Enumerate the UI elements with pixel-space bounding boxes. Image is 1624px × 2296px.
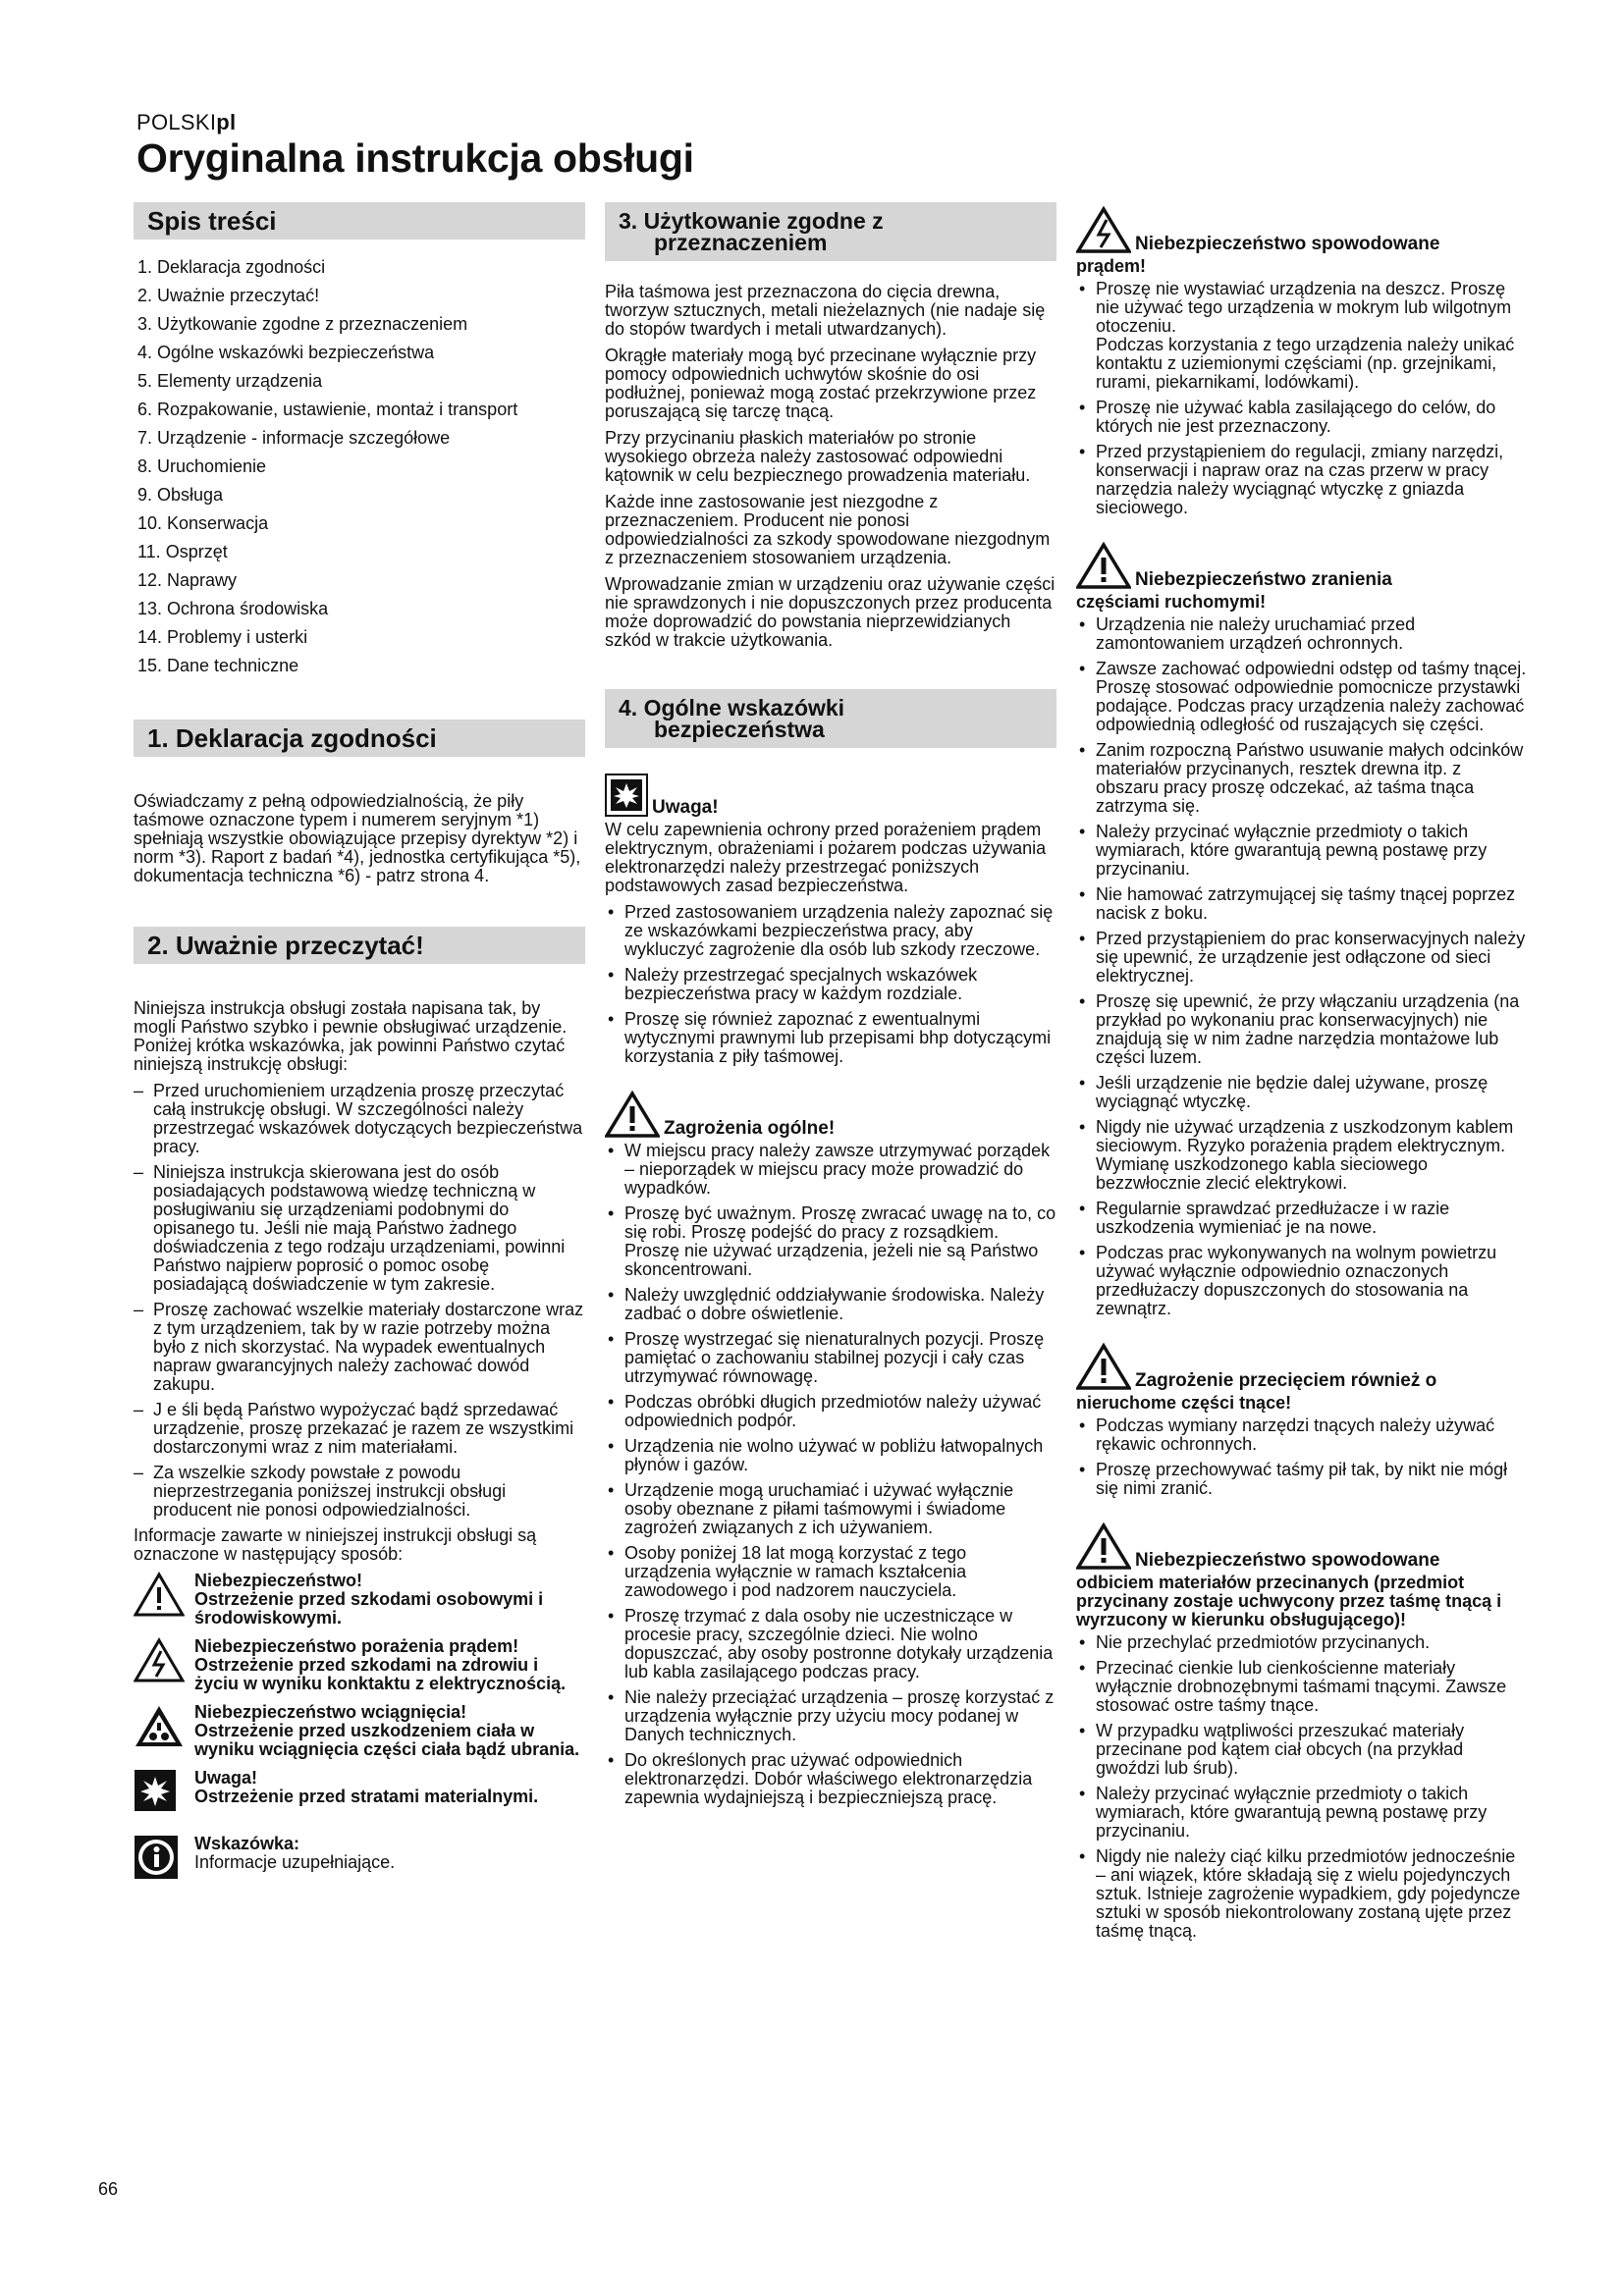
list-item: • Nie przechylać przedmiotów przycinanych.: [1076, 1633, 1528, 1652]
list-item: • Należy uwzględnić oddziaływanie środowiska. Należy zadbać o dobre oświetlenie.: [605, 1286, 1056, 1323]
toc-item[interactable]: 1. Deklaracja zgodności: [137, 257, 326, 277]
kickback-hazard-heading: Niebezpieczeństwo spowodowane: [1076, 1522, 1528, 1570]
cut-hazard-heading: Zagrożenie przecięciem również o: [1076, 1343, 1528, 1390]
list-item: • Urządzenia nie wolno używać w pobliżu łatwopalnych płynów i gazów.: [605, 1437, 1056, 1474]
list-item: • Nie należy przeciążać urządzenia – proszę korzystać z urządzenia wyłącznie przy użyciu mocy podanej w Danych technicznych.: [605, 1688, 1056, 1744]
section-4-heading: 4. Ogólne wskazówki bezpieczeństwa: [605, 689, 1056, 748]
list-item: • Zanim rozpoczną Państwo usuwanie małych odcinków materiałów przycinanych, resztek drewna itp. z obszaru pracy proszę odczekać, aż taśma tnąca zatrzyma się.: [1076, 741, 1528, 816]
section-3-heading: 3. Użytkowanie zgodne z przeznaczeniem: [605, 202, 1056, 261]
general-hazards-heading: Zagrożenia ogólne!: [605, 1091, 1056, 1138]
list-item: • Podczas prac wykonywanych na wolnym powietrzu używać wyłącznie odpowiednio oznaczonych przedłużaczy dopuszczonych do stosowania na zewnątrz.: [1076, 1244, 1528, 1318]
section-3-para: Okrągłe materiały mogą być przecinane wyłącznie przy pomocy odpowiednich uchwytów skośnie do osi podłużnej, ponieważ mogą zostać przekrzywione przez poruszającą się tarczę tnącą.: [605, 346, 1037, 421]
toc-item[interactable]: 6. Rozpakowanie, ustawienie, montaż i transport: [137, 400, 518, 419]
section-1-heading: 1. Deklaracja zgodności: [134, 720, 585, 757]
caution-burst-icon: [605, 774, 648, 817]
symbol-title: Uwaga!: [194, 1768, 258, 1788]
kickback-hazard-heading-cont: odbiciem materiałów przecinanych (przedmiot przycinany zostaje uchwycony przez taśmę tnącą i wyrzucony w kierunku obsługującego)!: [1076, 1573, 1502, 1629]
section-2-heading: 2. Uważnie przeczytać!: [134, 927, 585, 964]
cut-hazard-heading-cont: nieruchome części tnące!: [1076, 1393, 1292, 1413]
moving-parts-heading: Niebezpieczeństwo zranienia: [1076, 542, 1528, 589]
list-item: • Regularnie sprawdzać przedłużacze i w razie uszkodzenia wymieniać je na nowe.: [1076, 1200, 1528, 1237]
toc-item[interactable]: 10. Konserwacja: [137, 513, 269, 533]
list-item: • Proszę nie wystawiać urządzenia na deszcz. Proszę nie używać tego urządzenia w mokrym lub wilgotnym otoczeniu. Podczas korzystania z tego urządzenia należy unikać kontaktu z uziemionymi częściami (np. grzejnikami, rurami, piekarnikami, lodówkami).: [1076, 280, 1528, 392]
toc-item[interactable]: 12. Naprawy: [137, 570, 238, 590]
page-number: 66: [98, 2179, 119, 2199]
electric-hazard-icon: [1076, 206, 1131, 253]
list-item: • Jeśli urządzenie nie będzie dalej używane, proszę wyciągnąć wtyczkę.: [1076, 1074, 1528, 1111]
list-item: – Przed uruchomieniem urządzenia proszę przeczytać całą instrukcję obsługi. W szczególności należy przestrzegać wskazówek dotyczących bezpieczeństwa pracy.: [134, 1082, 585, 1156]
electric-hazard-heading: Niebezpieczeństwo spowodowane: [1076, 206, 1528, 253]
list-item: • Zawsze zachować odpowiedni odstęp od taśmy tnącej. Proszę stosować odpowiednie pomocnicze przystawki podające. Podczas pracy urządzenia należy zachować odpowiednią odległość od ruszających się części.: [1076, 660, 1528, 734]
section-2-outro: Informacje zawarte w niniejszej instrukcji obsługi są oznaczone w następujący sposób:: [134, 1525, 537, 1564]
list-item: • Proszę przechowywać taśmy pił tak, by nikt nie mógł się nimi zranić.: [1076, 1461, 1528, 1498]
section-2-list: [134, 1082, 585, 1520]
symbol-title: Wskazówka:: [194, 1834, 300, 1853]
list-item: • Osoby poniżej 18 lat mogą korzystać z tego urządzenia wyłącznie w ramach kształcenia zawodowego i pod nadzorem nauczyciela.: [605, 1544, 1056, 1600]
section-3-para: Wprowadzanie zmian w urządzeniu oraz używanie części nie sprawdzonych i nie dopuszczonych przez producenta może doprowadzić do powstania nieprzewidzianych szkód w trakcie użytkowania.: [605, 574, 1056, 650]
toc-item[interactable]: 4. Ogólne wskazówki bezpieczeństwa: [137, 343, 435, 362]
list-item: • Do określonych prac używać odpowiednich elektronarzędzi. Dobór właściwego elektronarzędzia zapewnia wydajniejszą i bezpieczniejszą pracę.: [605, 1751, 1056, 1807]
list-item: – Za wszelkie szkody powstałe z powodu nieprzestrzegania poniższej instrukcji obsługi producent nie ponosi odpowiedzialności.: [134, 1464, 585, 1520]
list-item: • Przed przystąpieniem do prac konserwacyjnych należy się upewnić, że urządzenie jest odłączone od sieci elektrycznej.: [1076, 930, 1528, 986]
warning-triangle-icon: [1076, 1343, 1131, 1390]
list-item: • Podczas wymiany narzędzi tnących należy używać rękawic ochronnych.: [1076, 1416, 1528, 1454]
symbol-desc: Informacje uzupełniające.: [194, 1852, 396, 1872]
electric-hazard-heading-cont: prądem!: [1076, 256, 1147, 276]
list-item: • Nigdy nie używać urządzenia z uszkodzonym kablem sieciowym. Ryzyko porażenia prądem elektrycznym. Wymianę uszkodzonego kabla sieciowego bezzwłocznie zlecić elektrykowi.: [1076, 1118, 1528, 1193]
toc-heading: Spis treści: [134, 202, 585, 240]
list-item: • Proszę trzymać z dala osoby nie uczestniczące w procesie pracy, szczególnie dzieci. Nie wolno dopuszczać, aby osoby postronne dotykały urządzenia lub kabla zasilającego podczas pracy.: [605, 1607, 1056, 1682]
list-item: • Przed zastosowaniem urządzenia należy zapoznać się ze wskazówkami bezpieczeństwa pracy, aby wykluczyć zagrożenie dla osób lub szkody rzeczowe.: [605, 903, 1056, 959]
list-item: • W miejscu pracy należy zawsze utrzymywać porządek – nieporządek w miejscu pracy może prowadzić do wypadków.: [605, 1142, 1056, 1198]
list-item: • Podczas obróbki długich przedmiotów należy używać odpowiednich podpór.: [605, 1393, 1056, 1430]
toc-item[interactable]: 9. Obsługa: [137, 485, 224, 505]
cut-hazard-list: [1076, 1416, 1528, 1498]
list-item: – Proszę zachować wszelkie materiały dostarczone wraz z tym urządzeniem, tak by w razie potrzeby można było z nich skorzystać. Na wypadek ewentualnych napraw gwarancyjnych należy zachować dowód zakupu.: [134, 1301, 585, 1394]
list-item: • Nie hamować zatrzymującej się taśmy tnącej poprzez nacisk z boku.: [1076, 885, 1528, 923]
moving-parts-heading-cont: częściami ruchomymi!: [1076, 592, 1267, 612]
electric-hazard-list: [1076, 280, 1528, 517]
warning-triangle-icon: [1076, 542, 1131, 589]
list-item: • Proszę wystrzegać się nienaturalnych pozycji. Proszę pamiętać o zachowaniu stabilnej pozycji i cały czas utrzymywać równowagę.: [605, 1330, 1056, 1386]
column-1: [134, 202, 585, 1895]
list-item: • Urządzenie mogą uruchamiać i używać wyłącznie osoby obeznane z piłami taśmowymi i świadome zagrożeń związanych z ich używaniem.: [605, 1481, 1056, 1537]
column-2: [605, 202, 1056, 1814]
caution-list: [605, 903, 1056, 1066]
list-item-extra: Podczas korzystania z tego urządzenia należy unikać kontaktu z uziemionymi częściami (np. grzejnikami, rurami, piekarnikami, lodówkami).: [1096, 335, 1515, 392]
list-item: • Przed przystąpieniem do regulacji, zmiany narzędzi, konserwacji i napraw oraz na czas przerw w pracy narzędzia należy wyciągnąć wtyczkę z gniazda sieciowego.: [1076, 443, 1528, 517]
list-item: • Proszę się również zapoznać z ewentualnymi wytycznymi prawnymi lub przepisami bhp dotyczącymi korzystania z piły taśmowej.: [605, 1010, 1056, 1066]
list-item: • Urządzenia nie należy uruchamiać przed zamontowaniem urządzeń ochronnych.: [1076, 615, 1528, 653]
section-3-para: Każde inne zastosowanie jest niezgodne z przeznaczeniem. Producent nie ponosi odpowiedzialności za szkody spowodowane niezgodnym z przeznaczeniem stosowaniem urządzenia.: [605, 492, 1051, 567]
caution-text: W celu zapewnienia ochrony przed porażeniem prądem elektrycznym, obrażeniami i pożarem podczas używania elektronarzędzi należy przestrzegać poniższych podstawowych zasad bezpieczeństwa.: [605, 820, 1047, 895]
symbol-legend-electric: [134, 1637, 585, 1693]
symbol-desc: Ostrzeżenie przed szkodami osobowymi i środowiskowymi.: [194, 1589, 544, 1628]
language-label: POLSKIpl: [136, 110, 237, 134]
list-item: • Należy przycinać wyłącznie przedmioty o takich wymiarach, które gwarantują pewną postawę przy przycinaniu.: [1076, 823, 1528, 879]
list-item: – Niniejsza instrukcja skierowana jest do osób posiadających podstawową wiedzę techniczną w posługiwaniu się urządzeniami podobnymi do opisanego tu. Jeśli nie mają Państwo żadnego doświadczenia z tego rodzaju urządzeniami, powinni Państwo najpierw poprosić o pomoc osobę posiadającą doświadczenie w tym zakresie.: [134, 1163, 585, 1294]
symbol-legend-entanglement: [134, 1703, 585, 1759]
warning-triangle-icon: [605, 1091, 660, 1138]
toc-item[interactable]: 11. Osprzęt: [137, 542, 228, 561]
toc-item[interactable]: 13. Ochrona środowiska: [137, 599, 329, 618]
symbol-legend-danger: [134, 1572, 585, 1628]
toc-item[interactable]: 14. Problemy i usterki: [137, 627, 308, 647]
list-item: • W przypadku wątpliwości przeszukać materiały przecinane pod kątem ciał obcych (na przykład gwoździ lub śrub).: [1076, 1722, 1528, 1778]
column-3: [1076, 202, 1528, 1948]
list-item: • Nigdy nie należy ciąć kilku przedmiotów jednocześnie – ani wiązek, które składają się z wielu pojedynczych sztuk. Istnieje zagrożenie wypadkiem, gdy pojedyncze sztuki w sposób niekontrolowany zostaną ujęte przez taśmę tnącą.: [1076, 1847, 1528, 1941]
list-item: • Proszę nie używać kabla zasilającego do celów, do których nie jest przeznaczony.: [1076, 399, 1528, 436]
list-item: • Należy przycinać wyłącznie przedmioty o takich wymiarach, które gwarantują pewną postawę przy przycinaniu.: [1076, 1785, 1528, 1841]
list-item: • Proszę się upewnić, że przy włączaniu urządzenia (na przykład po wykonaniu prac konserwacyjnych) nie znajdują się w nim żadne narzędzia montażowe lub części luzem.: [1076, 992, 1528, 1067]
toc-item[interactable]: 2. Uważnie przeczytać!: [137, 286, 320, 305]
list-item: • Przecinać cienkie lub cienkościenne materiały wyłącznie drobnozębnymi taśmami tnącymi. Zawsze stosować ostre taśmy tnące.: [1076, 1659, 1528, 1715]
symbol-legend-caution: [134, 1769, 585, 1817]
info-icon: [134, 1835, 179, 1880]
moving-parts-list: [1076, 615, 1528, 1318]
kickback-hazard-list: [1076, 1633, 1528, 1941]
symbol-legend-info: [134, 1835, 585, 1885]
warning-triangle-icon: [134, 1572, 185, 1617]
symbol-title: Niebezpieczeństwo!: [194, 1571, 363, 1590]
list-item: • Proszę być uważnym. Proszę zwracać uwagę na to, co się robi. Proszę podejść do pracy z rozsądkiem. Proszę nie używać urządzenia, jeżeli nie są Państwo skoncentrowani.: [605, 1204, 1056, 1279]
caution-heading: Uwaga!: [605, 774, 1056, 817]
general-hazards-list: [605, 1142, 1056, 1807]
electric-hazard-icon: [134, 1637, 185, 1682]
section-2-intro: Niniejsza instrukcja obsługi została napisana tak, by mogli Państwo szybko i pewnie obsługiwać urządzenie. Poniżej krótka wskazówka, jak powinni Państwo czytać niniejszą instrukcję obsługi:: [134, 998, 568, 1074]
symbol-desc: Ostrzeżenie przed stratami materialnymi.: [194, 1787, 539, 1806]
section-1-text: Oświadczamy z pełną odpowiedzialnością, że piły taśmowe oznaczone typem i numerem seryjnym *1) spełniają wszystkie obowiązujące przepisy dyrektyw *2) i norm *3). Raport z badań *4), jednostka certyfikująca *5), dokumentacja techniczna *6) - patrz strona 4.: [134, 791, 581, 885]
toc-item[interactable]: 8. Uruchomienie: [137, 456, 267, 476]
page-title: Oryginalna instrukcja obsługi: [136, 135, 694, 181]
toc-item[interactable]: 7. Urządzenie - informacje szczegółowe: [137, 428, 451, 448]
section-3-para: Piła taśmowa jest przeznaczona do cięcia drewna, tworzyw sztucznych, metali nieżelaznych (nie nadaje się do stopów twardych i metali utwardzanych).: [605, 282, 1046, 339]
list-item: – J e śli będą Państwo wypożyczać bądź sprzedawać urządzenie, proszę przekazać je razem ze wszystkimi dostarczonymi wraz z nim materiałami.: [134, 1401, 585, 1457]
caution-burst-icon: [134, 1769, 177, 1812]
symbol-title: Niebezpieczeństwo porażenia prądem!: [194, 1636, 519, 1656]
toc-item[interactable]: 3. Użytkowanie zgodne z przeznaczeniem: [137, 314, 468, 334]
section-3-para: Przy przycinaniu płaskich materiałów po stronie wysokiego obrzeża należy zastosować odpowiedni kątownik w celu bezpiecznego prowadzenia materiału.: [605, 428, 1031, 485]
symbol-desc: Ostrzeżenie przed uszkodzeniem ciała w wyniku wciągnięcia części ciała bądź ubrania.: [194, 1721, 580, 1759]
list-item: • Należy przestrzegać specjalnych wskazówek bezpieczeństwa pracy w każdym rozdziale.: [605, 966, 1056, 1003]
symbol-desc: Ostrzeżenie przed szkodami na zdrowiu i życiu w wyniku konktaktu z elektrycznością.: [194, 1655, 567, 1693]
toc-item[interactable]: 5. Elementy urządzenia: [137, 371, 323, 391]
warning-triangle-icon: [1076, 1522, 1131, 1570]
entanglement-hazard-icon: [134, 1703, 185, 1748]
symbol-title: Niebezpieczeństwo wciągnięcia!: [194, 1702, 467, 1722]
toc-item[interactable]: 15. Dane techniczne: [137, 656, 299, 675]
toc-list: [134, 253, 585, 680]
